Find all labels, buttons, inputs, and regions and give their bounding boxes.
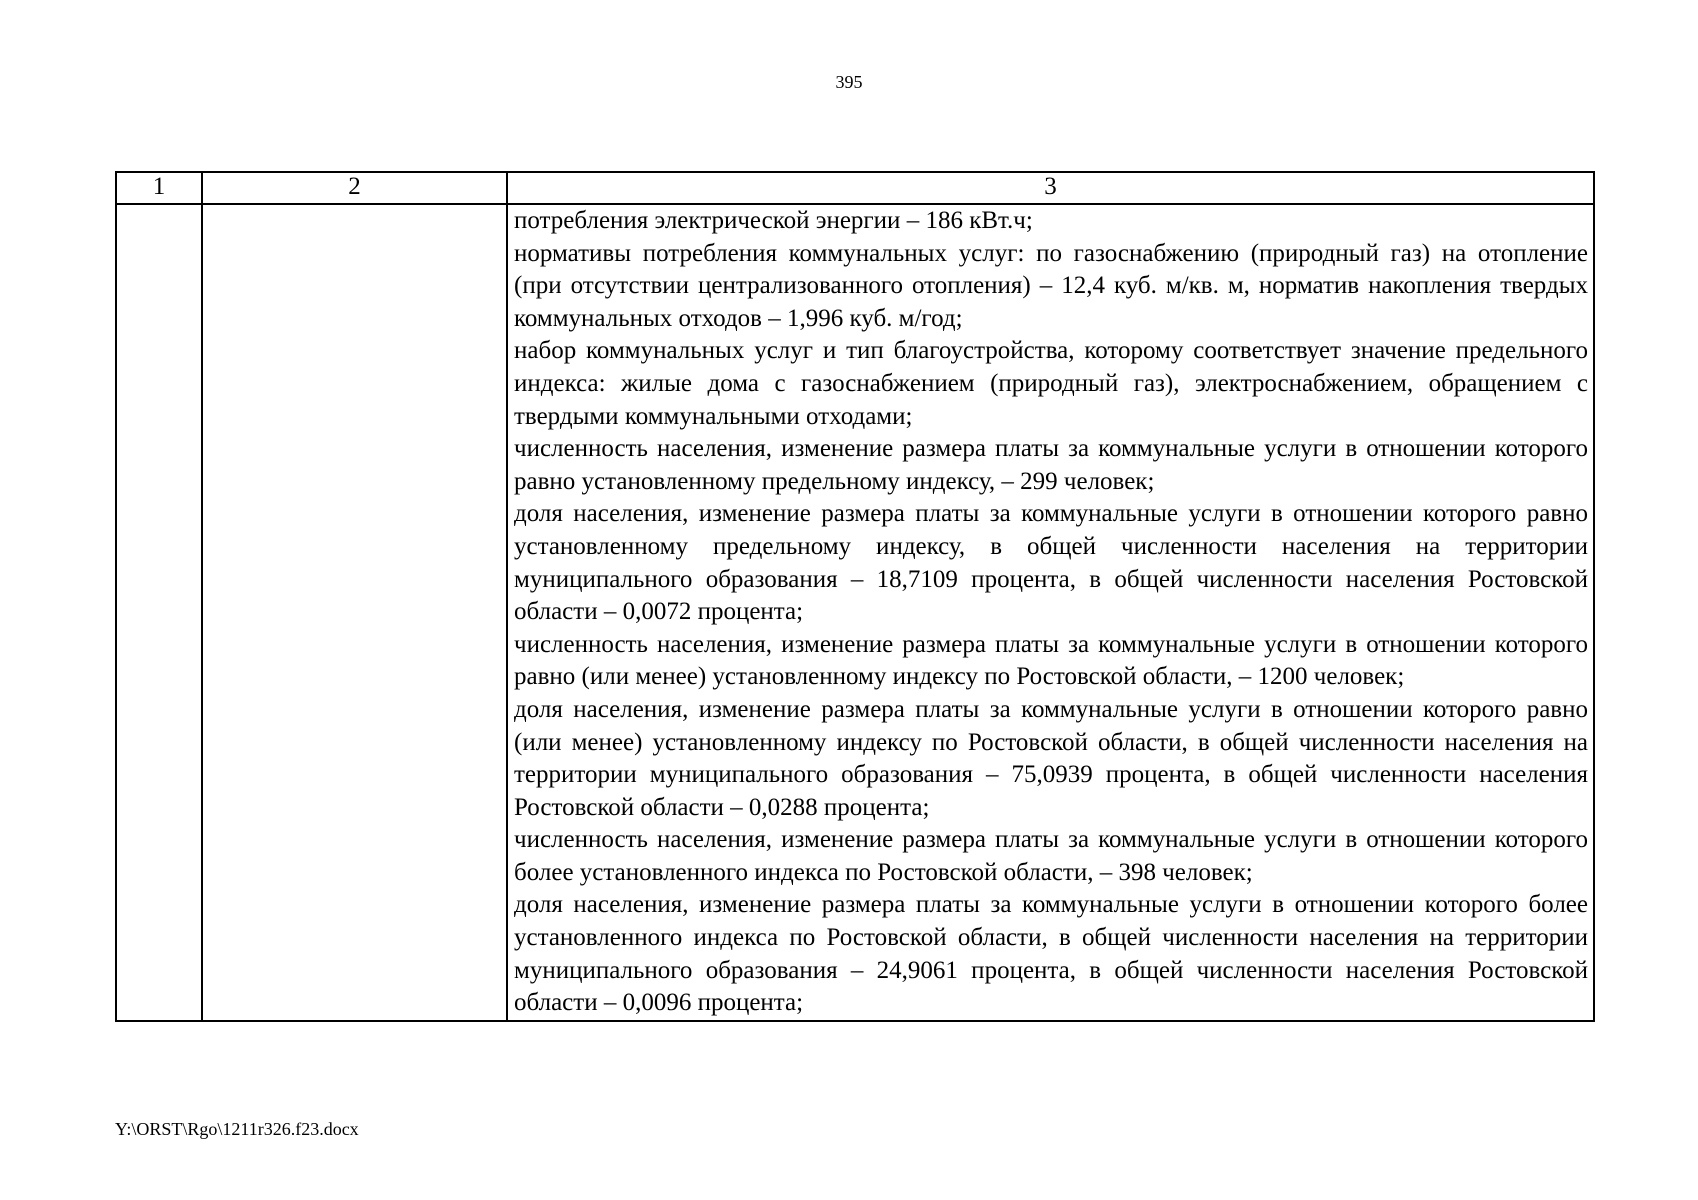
paragraph-7: доля населения, изменение размера платы за коммунальные услуги в отношении которого равно (или менее) установленному индексу по Ростовской области, в общей численности населения на территории муниципального образования – 75,0939 процента, в общей численности населения Ростовской области – 0,0288 процента; (514, 695, 1588, 821)
page-number: 395 (835, 72, 863, 92)
paragraph-5: доля населения, изменение размера платы за коммунальные услуги в отношении которого равно установленному предельному индексу, в общей численности населения на территории муниципального образования – 18,7109 процента, в общей численности населения Ростовской области – 0,0072 процента; (514, 500, 1588, 626)
paragraph-6: численность населения, изменение размера платы за коммунальные услуги в отношении которого равно (или менее) установленному индексу по Ростовской области, – 1200 человек; (514, 630, 1588, 691)
paragraph-3: набор коммунальных услуг и тип благоустройства, которому соответствует значение предельного индекса: жилые дома с газоснабжением (природный газ), электроснабжением, обращением с твердыми коммунальными отходами; (514, 337, 1588, 430)
paragraph-8: численность населения, изменение размера платы за коммунальные услуги в отношении которого более установленного индекса по Ростовской области, – 398 человек; (514, 826, 1588, 886)
table-row (116, 204, 1594, 1021)
column-header-3: 3 (507, 172, 1594, 204)
document-table (115, 171, 1595, 1022)
cell-col-2 (202, 204, 507, 1021)
cell-col-1 (116, 204, 202, 1021)
footer-file-path: Y:\ORST\Rgo\1211r326.f23.docx (115, 1119, 359, 1139)
paragraph-1: потребления электрической энергии – 186 кВт.ч; (514, 207, 1033, 234)
paragraph-9: доля населения, изменение размера платы за коммунальные услуги в отношении которого более установленного индекса по Ростовской области, в общей численности населения на территории муниципального образования – 24,9061 процента, в общей численности населения Ростовской области – 0,0096 процента; (514, 891, 1588, 1017)
cell-col-3 (507, 204, 1594, 1021)
table-header-row (116, 172, 1594, 204)
column-header-1: 1 (116, 172, 202, 204)
paragraph-4: численность населения, изменение размера платы за коммунальные услуги в отношении которого равно установленному предельному индексу, – 299 человек; (514, 435, 1588, 495)
column-header-2: 2 (202, 172, 507, 204)
paragraph-2: нормативы потребления коммунальных услуг: по газоснабжению (природный газ) на отопление (при отсутствии централизованного отопления) – 12,4 куб. м/кв. м, норматив накопления твердых коммунальных отходов – 1,996 куб. м/год; (514, 239, 1588, 332)
